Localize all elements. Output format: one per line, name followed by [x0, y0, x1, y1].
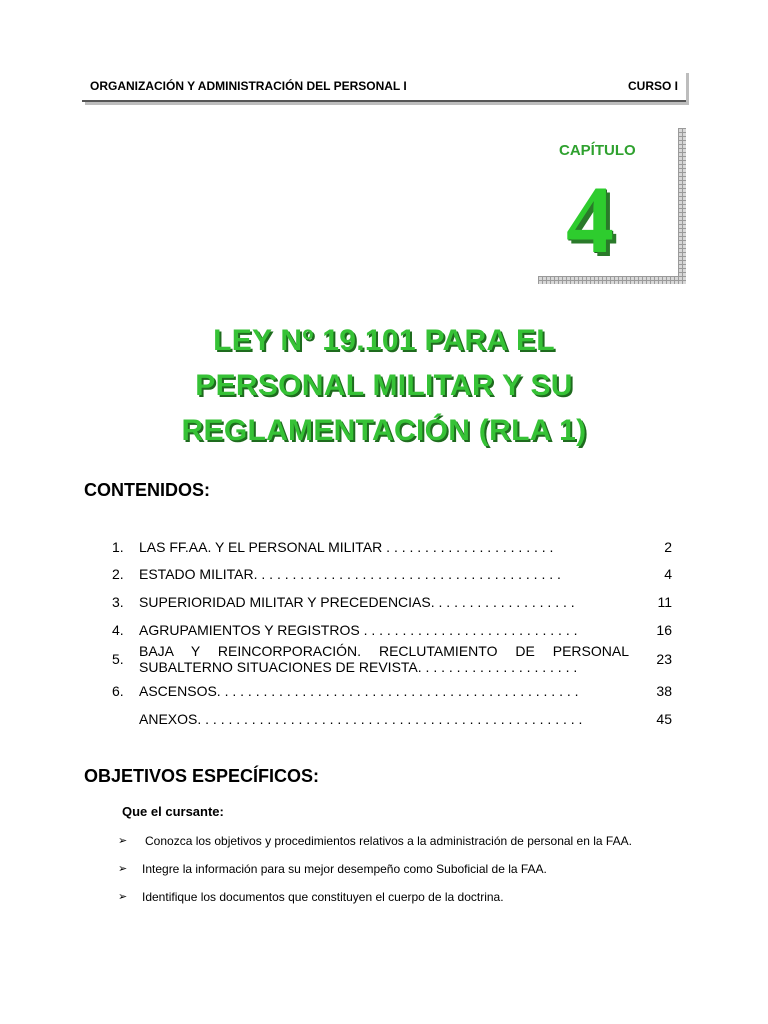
toc-text-line-2: SUBALTERNO SITUACIONES DE REVISTA. . . . . . . . . . . . . . . . . . . . .	[139, 659, 578, 675]
toc-text: ANEXOS. . . . . . . . . . . . . . . . . . . . . . . . . . . . . . . . . . . . . . . . . . . . . . . . . .	[139, 711, 583, 727]
toc-text: LAS FF.AA. Y EL PERSONAL MILITAR . . . . . . . . . . . . . . . . . . . . . .	[139, 539, 554, 555]
page-header	[82, 70, 686, 102]
toc-text: SUPERIORIDAD MILITAR Y PRECEDENCIAS. . . . . . . . . . . . . . . . . . .	[139, 594, 575, 610]
toc-number: 5.	[112, 651, 124, 667]
chapter-label: CAPÍTULO	[559, 142, 636, 159]
objective-text: Identifique los documentos que constituyen el cuerpo de la doctrina.	[142, 890, 504, 904]
chapter-title-line-3: REGLAMENTACIÓN (RLA 1)	[181, 414, 587, 447]
toc-number: 4.	[112, 622, 124, 638]
objectives-subheading: Que el cursante:	[122, 804, 224, 819]
objectives-heading: OBJETIVOS ESPECÍFICOS:	[84, 766, 320, 786]
arrow-bullet-icon: ➢	[118, 891, 128, 903]
toc-number: 1.	[112, 539, 124, 555]
toc-text-line-1: BAJA Y REINCORPORACIÓN. RECLUTAMIENTO DE PERSONAL	[139, 643, 629, 659]
chapter-box-shadow-bottom	[538, 276, 686, 284]
toc-number: 2.	[112, 566, 124, 582]
toc-page: 38	[656, 683, 672, 699]
chapter-title	[84, 318, 684, 453]
toc-text: ESTADO MILITAR. . . . . . . . . . . . . . . . . . . . . . . . . . . . . . . . . . . . . . . .	[139, 566, 561, 582]
chapter-number: 4	[566, 166, 614, 273]
toc-number: 3.	[112, 594, 124, 610]
toc-page: 45	[656, 711, 672, 727]
toc-page: 11	[657, 594, 672, 610]
chapter-title-line-2: PERSONAL MILITAR Y SU	[195, 369, 573, 402]
toc-text: ASCENSOS. . . . . . . . . . . . . . . . . . . . . . . . . . . . . . . . . . . . . . . . . . . . . . .	[139, 683, 579, 699]
toc-text	[139, 643, 629, 675]
chapter-title-line-1: LEY Nº 19.101 PARA EL	[213, 324, 555, 357]
toc-number: 6.	[112, 683, 124, 699]
chapter-box-shadow-right	[678, 128, 686, 284]
header-course-level: CURSO I	[627, 79, 678, 93]
toc-page: 16	[656, 622, 672, 638]
toc-text: AGRUPAMIENTOS Y REGISTROS . . . . . . . . . . . . . . . . . . . . . . . . . . . .	[139, 622, 578, 638]
toc-page: 2	[664, 539, 672, 555]
contents-heading: CONTENIDOS:	[84, 480, 210, 500]
toc-page: 4	[664, 566, 672, 582]
arrow-bullet-icon: ➢	[118, 835, 128, 847]
toc-page: 23	[656, 651, 672, 667]
arrow-bullet-icon: ➢	[118, 863, 128, 875]
objective-text: Conozca los objetivos y procedimientos relativos a la administración de personal en la FAA.	[145, 834, 632, 848]
header-course-title: ORGANIZACIÓN Y ADMINISTRACIÓN DEL PERSONAL I	[90, 79, 407, 93]
objective-text: Integre la información para su mejor desempeño como Suboficial de la FAA.	[142, 862, 547, 876]
